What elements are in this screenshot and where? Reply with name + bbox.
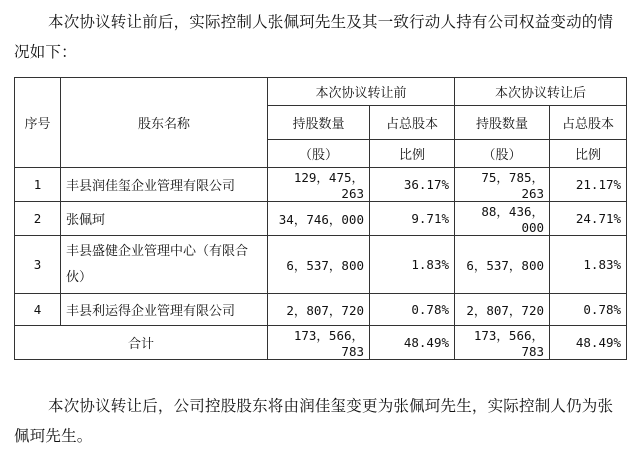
header-after-ratio: 占总股本 <box>550 106 627 140</box>
row-index: 1 <box>15 168 61 202</box>
shareholder-name: 丰县利运得企业管理有限公司 <box>61 294 268 326</box>
after-shares: 75，785，263 <box>455 168 550 202</box>
table-row <box>15 236 627 294</box>
header-after-shares-unit: （股） <box>455 140 550 168</box>
row-index: 3 <box>15 236 61 294</box>
header-before-group: 本次协议转让前 <box>268 78 455 106</box>
header-row-top <box>15 78 627 106</box>
table-row <box>15 168 627 202</box>
before-ratio: 1.83% <box>370 236 455 294</box>
header-before-ratio: 占总股本 <box>370 106 455 140</box>
before-shares: 6，537，800 <box>268 236 370 294</box>
after-ratio: 21.17% <box>550 168 627 202</box>
total-before-ratio: 48.49% <box>370 326 455 360</box>
total-after-ratio: 48.49% <box>550 326 627 360</box>
total-label: 合计 <box>15 326 268 360</box>
intro-paragraph <box>14 7 626 67</box>
row-index: 2 <box>15 202 61 236</box>
total-row <box>15 326 627 360</box>
after-ratio: 24.71% <box>550 202 627 236</box>
row-index: 4 <box>15 294 61 326</box>
after-shares: 6，537，800 <box>455 236 550 294</box>
after-ratio: 1.83% <box>550 236 627 294</box>
outro-text: 本次协议转让后，公司控股股东将由润佳玺变更为张佩珂先生，实际控制人仍为张佩珂先生。 <box>14 397 614 445</box>
table-row <box>15 202 627 236</box>
shareholder-name: 张佩珂 <box>61 202 268 236</box>
header-before-shares-unit: （股） <box>268 140 370 168</box>
before-ratio: 36.17% <box>370 168 455 202</box>
after-ratio: 0.78% <box>550 294 627 326</box>
header-before-ratio-unit: 比例 <box>370 140 455 168</box>
total-before-shares: 173，566，783 <box>268 326 370 360</box>
after-shares: 2，807，720 <box>455 294 550 326</box>
after-shares: 88，436，000 <box>455 202 550 236</box>
before-ratio: 9.71% <box>370 202 455 236</box>
before-shares: 129，475，263 <box>268 168 370 202</box>
header-name: 股东名称 <box>61 78 268 168</box>
outro-paragraph <box>14 391 626 451</box>
shareholder-name: 丰县润佳玺企业管理有限公司 <box>61 168 268 202</box>
header-before-shares: 持股数量 <box>268 106 370 140</box>
shareholding-table <box>14 77 627 360</box>
header-after-ratio-unit: 比例 <box>550 140 627 168</box>
total-after-shares: 173，566，783 <box>455 326 550 360</box>
table-row <box>15 294 627 326</box>
shareholder-name: 丰县盛健企业管理中心（有限合伙） <box>61 236 268 294</box>
header-after-shares: 持股数量 <box>455 106 550 140</box>
before-shares: 2，807，720 <box>268 294 370 326</box>
header-after-group: 本次协议转让后 <box>455 78 627 106</box>
before-shares: 34，746，000 <box>268 202 370 236</box>
intro-text: 本次协议转让前后，实际控制人张佩珂先生及其一致行动人持有公司权益变动的情况如下： <box>14 13 614 61</box>
header-index: 序号 <box>15 78 61 168</box>
before-ratio: 0.78% <box>370 294 455 326</box>
